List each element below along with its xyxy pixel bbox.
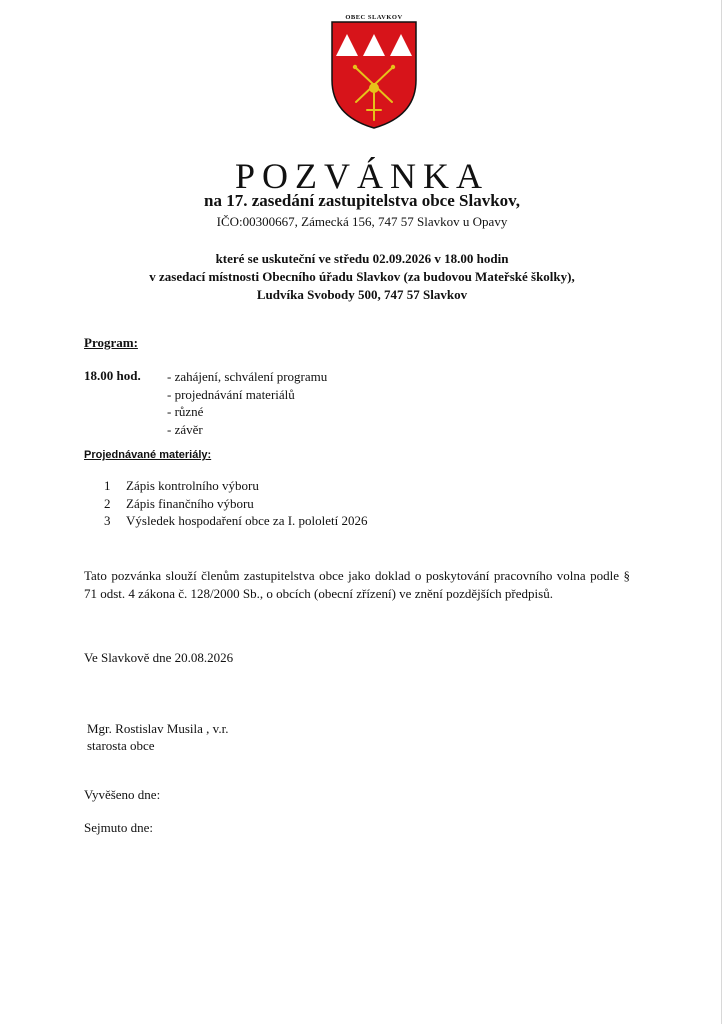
item-text: Zápis kontrolního výboru — [126, 478, 259, 493]
list-item — [104, 495, 368, 513]
removed-date-label: Sejmuto dne: — [84, 820, 153, 835]
list-item — [104, 512, 368, 530]
page-edge — [721, 0, 722, 1024]
item-number: 1 — [104, 478, 111, 493]
signer-role: starosta obce — [87, 738, 155, 753]
legal-note: Tato pozvánka slouží členům zastupitelstva obce jako doklad o poskytování pracovního volna podle § 71 odst. 4 zákona č. 128/2000 Sb., o obcích (obecní zřízení) ve znění pozdějších předpisů. — [84, 568, 630, 601]
signer-name: Mgr. Rostislav Musila , v.r. — [87, 721, 229, 736]
item-number: 2 — [104, 495, 111, 511]
coat-of-arms-icon — [326, 12, 422, 130]
program-heading: Program: — [84, 335, 138, 350]
document-title: POZVÁNKA — [235, 156, 489, 196]
program-time: 18.00 hod. — [84, 368, 141, 383]
item-number: 3 — [104, 513, 111, 528]
place-date: Ve Slavkově dne 20.08.2026 — [84, 650, 234, 665]
program-list — [167, 368, 327, 438]
list-item: - závěr — [167, 421, 203, 437]
materials-list — [104, 477, 368, 530]
item-text: Zápis finančního výboru — [126, 495, 254, 511]
document-subtitle: na 17. zasedání zastupitelstva obce Slavkov, — [204, 191, 520, 210]
crest-caption: OBEC SLAVKOV — [345, 14, 403, 21]
list-item: - zahájení, schválení programu — [167, 369, 328, 384]
meeting-venue: v zasedací místnosti Obecního úřadu Slavkov (za budovou Mateřské školky), — [149, 269, 575, 284]
municipality-address: IČO:00300667, Zámecká 156, 747 57 Slavkov u Opavy — [216, 214, 508, 229]
meeting-street: Ludvíka Svobody 500, 747 57 Slavkov — [256, 287, 468, 302]
list-item: - různé — [167, 404, 204, 419]
materials-heading: Projednávané materiály: — [84, 449, 212, 461]
list-item: - projednávání materiálů — [167, 386, 295, 402]
meeting-date: které se uskuteční ve středu 02.09.2026 v 18.00 hodin — [215, 251, 509, 266]
list-item — [104, 477, 368, 495]
posted-date-label: Vyvěšeno dne: — [84, 787, 161, 802]
item-text: Výsledek hospodaření obce za I. pololetí 2026 — [126, 513, 368, 528]
signature-block — [87, 720, 228, 754]
